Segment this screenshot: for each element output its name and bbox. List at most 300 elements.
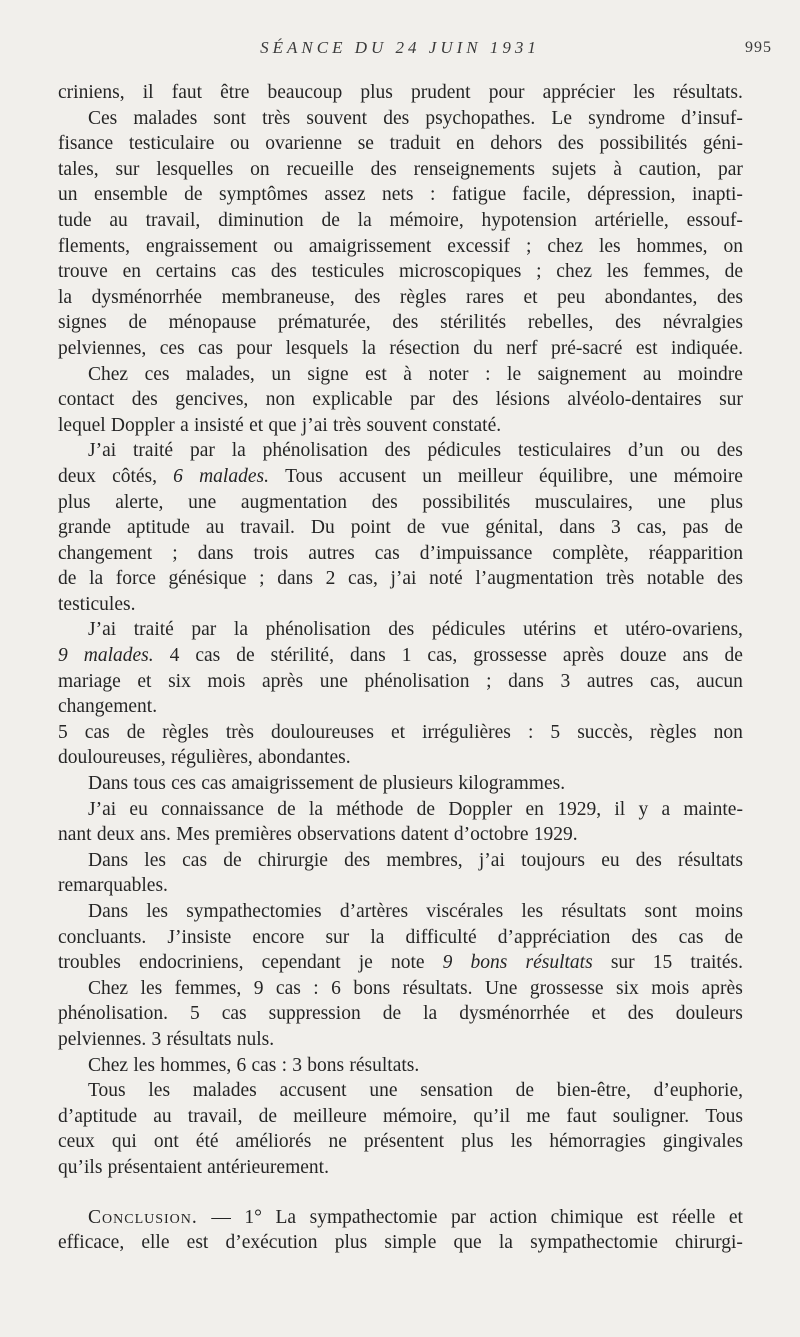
word: des — [344, 849, 371, 871]
word: et — [137, 670, 152, 692]
text-line — [58, 157, 743, 183]
text-line — [58, 515, 743, 541]
word: la — [58, 286, 73, 308]
word: deux — [58, 465, 96, 487]
word: hommes, — [636, 235, 708, 257]
word: des — [131, 389, 158, 411]
word: d’aptitude — [58, 1105, 138, 1127]
word: de — [258, 1105, 278, 1127]
word: ovarienne — [265, 133, 343, 155]
word: dysménorrhée — [91, 286, 203, 308]
word: douloureuses, — [58, 747, 166, 769]
word: autres — [308, 542, 355, 564]
word: aptitude — [127, 517, 190, 539]
word: souligner. — [612, 1105, 690, 1127]
text-line — [58, 234, 743, 260]
word: est — [635, 337, 658, 359]
word: excessif — [447, 235, 511, 257]
word: autres — [586, 670, 634, 692]
word: gencives, — [175, 389, 249, 411]
word: aucun — [696, 670, 743, 692]
word: : — [527, 721, 534, 743]
word: malades — [192, 1080, 257, 1102]
word: eu — [129, 798, 148, 820]
word: et — [249, 414, 264, 436]
word: J’ai — [88, 440, 117, 462]
text-line — [58, 1027, 743, 1053]
word: une — [188, 491, 217, 513]
word: nuls. — [236, 1028, 275, 1050]
word: alerte, — [115, 491, 164, 513]
word: pédicules — [431, 619, 506, 641]
word: travail, — [145, 209, 201, 231]
text-line — [58, 362, 743, 388]
word: possibilités — [599, 133, 688, 155]
word: antérieurement. — [207, 1156, 329, 1178]
word: géni- — [702, 133, 743, 155]
word: de — [223, 849, 242, 871]
word: Le — [551, 107, 572, 129]
word: plus — [360, 82, 393, 103]
word: au — [205, 517, 225, 539]
word: remarquables. — [58, 875, 168, 897]
word: ont — [153, 1131, 179, 1153]
word: dépression, — [587, 184, 676, 206]
word: phénolisation — [265, 619, 371, 641]
word: augmentation — [240, 491, 348, 513]
word: moindre — [677, 363, 743, 385]
word: on — [723, 235, 743, 257]
word: sur — [719, 389, 743, 411]
word: symptômes — [219, 184, 308, 206]
word: d’impuissance — [419, 542, 533, 564]
word: : — [313, 977, 319, 999]
word: cas, — [649, 670, 680, 692]
text-line — [58, 669, 743, 695]
word: chimique — [550, 1206, 624, 1228]
word: de — [382, 1003, 402, 1025]
word: testiculaires — [517, 440, 612, 462]
word: ensemble — [94, 184, 168, 206]
word: présentent — [363, 1131, 445, 1153]
word: 2 — [325, 568, 336, 590]
word: testicules — [311, 261, 385, 283]
word: du — [473, 337, 493, 359]
word: dans — [197, 542, 234, 564]
word: engraissement — [145, 235, 258, 257]
word: 15 — [652, 952, 673, 974]
word: de — [724, 517, 743, 539]
word: eu — [601, 849, 620, 871]
word: trouve — [58, 261, 108, 283]
word: renseignements — [413, 158, 535, 180]
word: concluants. — [58, 926, 147, 948]
word: pas — [682, 517, 709, 539]
word: Dans — [88, 773, 129, 795]
word: insisté — [193, 414, 244, 436]
word: ménopause — [168, 312, 257, 334]
word: phénolisation — [262, 440, 368, 462]
word: pour — [488, 82, 525, 103]
word: au — [642, 363, 662, 385]
word: la — [231, 440, 246, 462]
word: réapparition — [648, 542, 743, 564]
word: 1929, — [557, 798, 602, 820]
word: moins — [695, 901, 743, 922]
text-line — [58, 285, 743, 311]
word: pelviennes, — [58, 337, 147, 359]
word: Tous — [88, 1080, 126, 1102]
word: été — [195, 1131, 219, 1153]
word: malades. — [83, 645, 154, 667]
word: Mes — [176, 824, 210, 846]
word: un — [271, 363, 291, 385]
word: 9 — [442, 952, 453, 974]
word: 5 — [189, 1003, 200, 1025]
text-line — [58, 259, 743, 285]
word: traité — [133, 440, 174, 462]
word: ; — [486, 670, 492, 692]
text-line — [58, 131, 743, 157]
text-line — [58, 1053, 743, 1079]
word: de — [128, 312, 147, 334]
word: résultats. — [673, 82, 743, 103]
text-line — [58, 848, 743, 874]
word: malades — [133, 107, 198, 129]
word: résultats — [561, 901, 627, 922]
word: les — [606, 261, 629, 283]
text-line — [58, 1205, 743, 1231]
word: trois — [253, 542, 289, 564]
word: datent — [400, 824, 449, 846]
word: faut — [171, 82, 203, 103]
word: 3 — [151, 1028, 162, 1050]
word: les — [146, 901, 168, 922]
word: assez — [324, 184, 366, 206]
word: mémoire — [673, 465, 743, 487]
word: deux — [96, 824, 135, 846]
word: des — [371, 491, 398, 513]
word: mainte- — [683, 798, 743, 820]
word: règles — [650, 721, 697, 743]
word: hémorragies — [549, 1131, 646, 1153]
word: Doppler — [110, 414, 175, 436]
word: plus — [461, 1131, 494, 1153]
word: a — [661, 798, 671, 820]
word: force — [115, 568, 156, 590]
word: malades. — [199, 465, 269, 487]
word: souvent — [366, 414, 428, 436]
text-line — [58, 566, 743, 592]
word: et — [728, 1206, 743, 1228]
word: cas — [275, 977, 301, 999]
word: six — [616, 977, 639, 999]
word: en — [456, 133, 475, 155]
word: Chez — [88, 977, 129, 999]
word: de — [58, 568, 77, 590]
word: 3 — [611, 517, 621, 539]
word: être — [220, 82, 250, 103]
word: une — [657, 491, 686, 513]
word: beaucoup — [267, 82, 343, 103]
word: dans — [508, 670, 544, 692]
word: d’euphorie, — [653, 1080, 743, 1102]
word: tous — [133, 773, 166, 795]
word: meilleur — [457, 465, 523, 487]
word: d’appréciation — [497, 926, 611, 948]
word: malades, — [186, 363, 255, 385]
word: psychopathes. — [425, 107, 536, 129]
text-line — [58, 336, 743, 362]
word: cas — [201, 773, 227, 795]
word: explicable — [312, 389, 393, 411]
word: non — [713, 721, 743, 743]
word: d’artères — [339, 901, 409, 922]
word: névralgies — [662, 312, 743, 334]
text-line — [58, 1001, 743, 1027]
word: femmes, — [643, 261, 710, 283]
word: cas — [231, 261, 257, 283]
word: bons — [307, 1054, 345, 1076]
word: chirurgie — [257, 849, 328, 871]
text-line — [58, 1155, 743, 1181]
word: traité — [133, 619, 174, 641]
body-text — [58, 80, 743, 1256]
word: pelviennes. — [58, 1028, 147, 1050]
word: les — [140, 977, 163, 999]
word: un — [422, 465, 442, 487]
word: par — [189, 440, 215, 462]
word: 1° — [244, 1206, 262, 1228]
word: testicules. — [58, 593, 136, 615]
word: une — [629, 465, 658, 487]
word: mois — [651, 977, 690, 999]
word: sont — [213, 107, 246, 129]
word: j’ai — [478, 849, 505, 871]
word: stérilité, — [270, 645, 334, 667]
word: contact — [58, 389, 115, 411]
word: 3 — [560, 670, 571, 692]
word: et — [591, 1003, 606, 1025]
word: changement. — [58, 696, 158, 718]
text-line — [58, 950, 743, 976]
word: membres, — [386, 849, 463, 871]
text-line — [58, 208, 743, 234]
word: peu — [557, 286, 586, 308]
word: travail, — [187, 1105, 243, 1127]
word: ou — [230, 133, 250, 155]
word: dans — [559, 517, 596, 539]
word: sur — [115, 158, 140, 180]
word: cas — [374, 542, 400, 564]
word: et — [390, 721, 406, 743]
word: dans — [349, 645, 386, 667]
word: la — [233, 619, 248, 641]
word: 5 — [550, 721, 561, 743]
word: cas — [198, 337, 223, 359]
word: prématurée, — [278, 312, 371, 334]
word: des — [716, 568, 743, 590]
word: Tous — [705, 1105, 743, 1127]
word: hypotension — [481, 209, 577, 231]
word: changement — [58, 542, 153, 564]
word: grossesse — [529, 977, 604, 999]
word: cependant — [261, 952, 341, 974]
word: règles — [162, 721, 209, 743]
word: ; — [259, 568, 265, 590]
word: traduit — [389, 133, 441, 155]
word: toujours — [521, 849, 585, 871]
word: endocriniens, — [138, 952, 244, 974]
word: ces — [159, 337, 185, 359]
word: cas — [251, 1054, 277, 1076]
word: résection — [389, 337, 460, 359]
word: l’augmentation — [475, 568, 594, 590]
word: amaigrissement — [231, 773, 354, 795]
word: sont — [644, 901, 678, 922]
word: sympathectomie — [530, 1232, 658, 1254]
word: dehors — [490, 133, 543, 155]
word: cas — [84, 721, 110, 743]
word: kilogrammes. — [458, 773, 566, 795]
word: grossesse — [473, 645, 547, 667]
word: cas — [182, 849, 208, 871]
word: des — [635, 849, 662, 871]
word: : — [281, 1054, 288, 1076]
word: ans. — [139, 824, 171, 846]
word: ans — [682, 645, 709, 667]
word: pour — [236, 337, 273, 359]
word: diminution — [218, 209, 304, 231]
word: et — [523, 286, 538, 308]
word: prudent — [411, 82, 471, 103]
word: cas — [195, 645, 221, 667]
word: la — [370, 926, 385, 948]
word: par — [191, 619, 217, 641]
word: lésions — [495, 389, 550, 411]
word: J’ai — [88, 798, 117, 820]
word: bons — [470, 952, 508, 974]
word: d’octobre — [453, 824, 529, 846]
word: à — [613, 158, 622, 180]
word: il — [142, 82, 154, 103]
word: phénolisation. — [58, 1003, 168, 1025]
word: J’ai — [88, 619, 117, 641]
word: souvent — [306, 107, 368, 129]
text-line — [58, 1104, 743, 1130]
word: Doppler — [448, 798, 513, 820]
word: cas, — [348, 568, 378, 590]
word: d’un — [627, 440, 664, 462]
word: cas — [678, 926, 704, 948]
word: alvéolo-dentaires — [567, 389, 702, 411]
word: microscopiques — [398, 261, 522, 283]
word: action — [489, 1206, 538, 1228]
word: de — [724, 645, 743, 667]
word: sympathectomie — [309, 1206, 438, 1228]
word: simple — [384, 1232, 437, 1254]
word: que — [268, 414, 297, 436]
word: stérilités — [440, 312, 507, 334]
word: des — [388, 619, 415, 641]
word: des — [354, 286, 381, 308]
word: se — [357, 133, 374, 155]
word: ou — [273, 235, 293, 257]
word: phénolisation — [364, 670, 470, 692]
word: des — [370, 158, 397, 180]
word: très — [225, 721, 254, 743]
word: des — [452, 389, 479, 411]
text-line — [58, 745, 743, 771]
word: par — [450, 1206, 476, 1228]
word: femmes, — [174, 977, 242, 999]
word: sensation — [420, 1080, 493, 1102]
word: recueille — [286, 158, 354, 180]
word: ; — [525, 235, 532, 257]
word: efficace, — [58, 1232, 125, 1254]
word: bons — [353, 977, 391, 999]
word: est — [186, 1232, 209, 1254]
page-number: 995 — [745, 39, 772, 56]
text-line — [58, 720, 743, 746]
word: douze — [619, 645, 667, 667]
text-line — [58, 413, 743, 439]
word: troubles — [58, 952, 121, 974]
word: qu’il — [473, 1105, 511, 1127]
word: qui — [111, 1131, 137, 1153]
word: non — [265, 389, 295, 411]
text-line — [58, 80, 743, 106]
word: faut — [566, 1105, 597, 1127]
text-line — [58, 925, 743, 951]
text-line — [58, 899, 743, 925]
word: des — [270, 261, 297, 283]
word: de — [416, 798, 436, 820]
word: 5 — [58, 721, 68, 743]
running-title: SÉANCE DU 24 JUIN 1931 — [260, 38, 540, 57]
word: cas, — [636, 517, 667, 539]
word: régulières, — [171, 747, 253, 769]
word: mois — [207, 670, 246, 692]
word: plus — [58, 491, 91, 513]
word: abondantes. — [258, 747, 351, 769]
word: fatigue — [451, 184, 507, 206]
word: lequel — [58, 414, 106, 436]
word: 6 — [331, 977, 341, 999]
word: une — [319, 670, 348, 692]
word: ces — [144, 363, 170, 385]
word: chirurgi- — [675, 1232, 743, 1254]
text-line — [58, 822, 743, 848]
word: criniens, — [58, 82, 125, 103]
word: douloureuses — [271, 721, 374, 743]
word: 6 — [173, 465, 183, 487]
word: Dans — [88, 901, 129, 922]
word: des — [631, 926, 658, 948]
word: gingivales — [662, 1131, 743, 1153]
word: Une — [484, 977, 518, 999]
word: la — [357, 209, 372, 231]
word: les — [133, 1054, 155, 1076]
word: 1 — [401, 645, 412, 667]
word: on — [250, 158, 270, 180]
text-line — [58, 1129, 743, 1155]
word: observations — [297, 824, 396, 846]
word: mémoire, — [382, 1105, 458, 1127]
word: de — [277, 798, 296, 820]
word: la — [308, 798, 323, 820]
word: qu’ils — [58, 1156, 103, 1178]
